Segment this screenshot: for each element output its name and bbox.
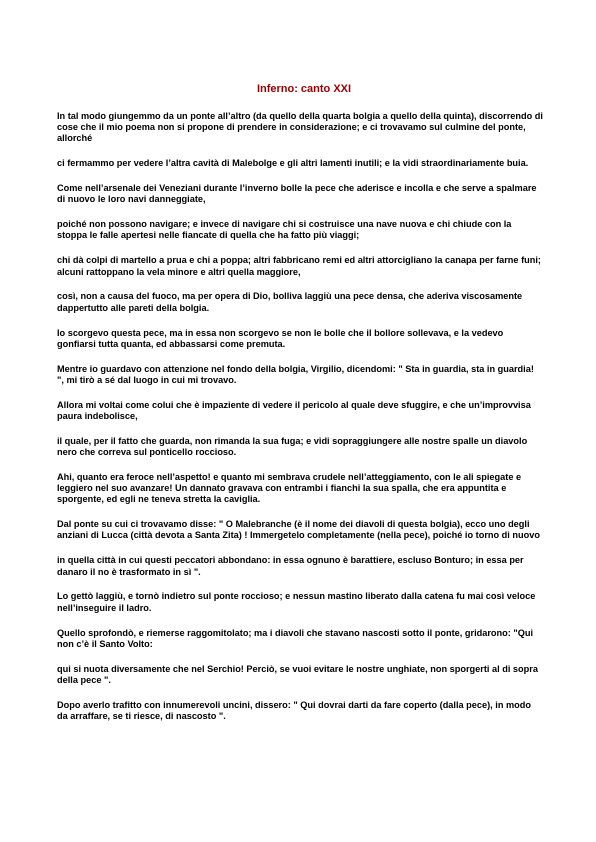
paragraph-4: poiché non possono navigare; e invece di navigare chi si costruisce una nave nuova e chi chiude con la stoppa le falle apertesi nelle fiancate di quella che ha fatto più viaggi; xyxy=(57,219,512,241)
paragraph-1: In tal modo giungemmo da un ponte all’altro (da quello della quarta bolgia a quello della quinta), discorrendo di cose che il mio poema non si propone di prendere in considerazione; e ci trovavamo sul culmine del ponte, allorché xyxy=(57,111,543,144)
paragraph-16: qui si nuota diversamente che nel Serchio! Perciò, se vuoi evitare le nostre unghiate, non sporgerti al di sopra della pece ". xyxy=(57,663,538,685)
paragraph-5: chi dà colpi di martello a prua e chi a poppa; altri fabbricano remi ed altri attorcigliano la canapa per farne funi; alcuni rattoppano la vela minore e altri quella maggiore, xyxy=(57,255,541,277)
paragraph-14: Lo gettò laggiù, e tornò indietro sul ponte roccioso; e nessun mastino liberato dalla catena fu mai così veloce nell’inseguire il ladro. xyxy=(57,591,536,613)
paragraph-13: in quella città in cui questi peccatori abbondano: in essa ognuno è barattiere, escluso Bonturo; in essa per danaro il no è trasformato in sì ". xyxy=(57,555,524,577)
paragraph-17: Dopo averlo trafitto con innumerevoli uncini, dissero: " Qui dovrai darti da fare coperto (dalla pece), in modo da arraffare, se ti riesce, di nascosto ". xyxy=(57,699,532,721)
paragraph-7: Io scorgevo questa pece, ma in essa non scorgevo se non le bolle che il bollore sollevava, e la vedevo gonfiarsi tutta quanta, ed abbassarsi come premuta. xyxy=(57,327,504,349)
paragraph-10: il quale, per il fatto che guarda, non rimanda la sua fuga; e vidi sopraggiungere alle nostre spalle un diavolo nero che correva sul ponticello roccioso. xyxy=(57,435,528,458)
paragraph-8: Mentre io guardavo con attenzione nel fondo della bolgia, Virgilio, dicendomi: " Sta in guardia, sta in guardia! ", mi tirò a sé dal luogo in cui mi trovavo. xyxy=(57,363,534,385)
document-body xyxy=(57,111,543,736)
paragraph-3: Come nell’arsenale dei Veneziani durante l’inverno bolle la pece che aderisce e incolla e che serve a spalmare di nuovo le loro navi danneggiate, xyxy=(57,183,537,205)
paragraph-11: Ahi, quanto era feroce nell’aspetto! e quanto mi sembrava crudele nell’atteggiamento, con le ali spiegate e leggiero nel suo avanzare! Un dannato gravava con entrambi i fianchi la sua spalla, che era appuntita e sporgente, ed egli ne teneva stretta la caviglia. xyxy=(57,471,522,505)
paragraph-9: Allora mi voltai come colui che è impaziente di vedere il pericolo al quale deve sfuggire, e che un’improvvisa paura indebolisce, xyxy=(57,399,531,421)
paragraph-6: così, non a causa del fuoco, ma per opera di Dio, bolliva laggiù una pece densa, che aderiva viscosamente dappertutto alle pareti della bolgia. xyxy=(57,291,523,313)
paragraph-2: ci fermammo per vedere l’altra cavità di Malebolge e gli altri lamenti inutili; e la vidi straordinariamente buia. xyxy=(57,158,529,169)
page-title: Inferno: canto XXI xyxy=(256,83,352,95)
paragraph-15: Quello sprofondò, e riemerse raggomitolato; ma i diavoli che stavano nascosti sotto il ponte, gridarono: "Qui non c’è il Santo Volto: xyxy=(57,627,534,649)
paragraph-12: Dal ponte su cui ci trovavamo disse: " O Malebranche (è il nome dei diavoli di questa bolgia), ecco uno degli anziani di Lucca (città devota a Santa Zita) ! Immergetelo completamente (nella pece), poiché io torno di nuovo xyxy=(57,519,540,541)
